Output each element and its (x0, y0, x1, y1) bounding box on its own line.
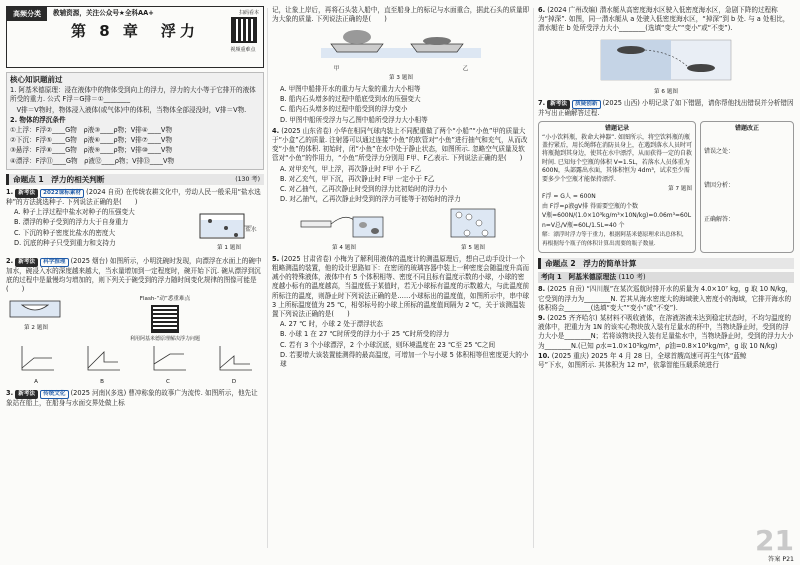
figure-caption: 第 7 题图 (668, 186, 692, 193)
figure-caption: 第 4 题图 (332, 244, 356, 251)
correction-field: 错因分析： (704, 182, 735, 190)
solution-line: F浮 = G人 = 600N (542, 193, 596, 201)
beaker-diagram (196, 210, 262, 240)
chapter-title: 第 8 章 浮力 (71, 22, 199, 40)
correction-field: 正确解答： (704, 216, 735, 224)
question-stem: (2025 河南)(多选) 曹冲称象的故事广为流传. 如图所示，他先让象站在船上，在船身与水面交界处做上标 (6, 389, 258, 408)
bowl-diagram (8, 297, 64, 319)
solution-line: n=V总/V瓶=60L/1.5L=40 个 (542, 221, 625, 229)
column-left (6, 6, 264, 409)
thermometer-diagram (443, 207, 503, 239)
column-middle (272, 6, 530, 370)
question-5: 5. (2025 甘肃省卷) 小梅为了解利用液体的温度计的测温原理后，想自己动手设计一个粗略测温的装置，他的设计思路如下：在密闭的玻璃容器中装上一种密度会随温度升高而减小的特殊液体，液体中有 5 个体积相等、密度不同且标有温度示数的小球，小球的密度越小标有的温度越高，当温度低于某值时，若无小球标有温度的示数越大，与此温度前所标注的温度，则静止时下列说法正确的是……小球标出的温度值，如图所示中，串中球 3 上所标温度值为 25 ℃，相邻标号的小球上所标的温度值间隔为 2 ℃，关于该测温装置下列说法正确的是( ) A. 27 ℃ 时，小球 2 处于漂浮状态 B. 小球 1 在 27 ℃时所受的浮力小于 25 ℃时所受的浮力 C. 若有 3 个小球漂浮，2 个小球沉底，则环境温度在 23 ℃至 25 ℃之间 D. 若要增大该装置能测得的最高温度，可增加一个与小球 5 体积相等但密度更大的小球 (272, 254, 530, 369)
graph-b: B (82, 344, 122, 387)
option: D. 对乙抽气，乙再次静止时受到的浮力可能等于初始时的浮力 (280, 195, 461, 204)
chapter-header (6, 6, 264, 68)
new-method-tag: 新考法 (15, 258, 38, 267)
option: B. 对乙充气，甲下沉，再次静止时 F甲 一定小于 F乙 (280, 174, 435, 183)
knowledge-line: ①上浮：F浮②____G物 ρ液③____ρ物；V排④____V物 (10, 126, 173, 135)
page-number (755, 524, 794, 563)
qr-caption-bottom: 视频重难点 (230, 47, 256, 53)
column-divider (533, 8, 534, 548)
elephant-boat-diagram (321, 26, 481, 60)
solution-line: 由 F浮=ρ液gV排 得需要空瓶的个数 (542, 202, 639, 210)
column-right (538, 6, 794, 371)
solution-note: 解：漂浮时浮力等于重力，根据阿基米德原理求出总体积，再根据每个瓶子的体积计算出需要的瓶子数量. (542, 232, 688, 247)
figure-1 (194, 210, 264, 253)
slogan: 教辅资源，关注公众号★全科AA+ (53, 9, 154, 17)
option: D. 甲图中船所受浮力与乙图中船所受浮力大小相等 (280, 115, 428, 124)
option: B. 小球 1 在 27 ℃时所受的浮力小于 25 ℃时所受的浮力 (280, 330, 450, 339)
knowledge-line: 1. 阿基米德原理：浸在液体中的物体受到向上的浮力，浮力的大小等于它排开的液体所受的重力. 公式 F浮＝G排＝①________ (10, 86, 256, 104)
section-heading-2: 命题点 2 浮力的简单计算 (538, 258, 794, 269)
new-method-tag: 新考法 (15, 189, 38, 198)
syringe-diagram (299, 207, 389, 239)
question-stem: (2025 重庆) 2025 年 4 月 28 日，全球首艘高速可再生气体“蓝鲸号”下水，如图所示. 其体积为 12 m³，依靠智能压载系统进行 (538, 351, 747, 369)
wrong-record-box (538, 121, 696, 253)
fig-label: 盐水 (245, 227, 257, 234)
question-stem: (2025 烟台) 如图所示，小明洗碗时发现，向漂浮在水面上的碗中加水，碗浸入水的深度越来越大，当水量增加到一定程度时，碗开始下沉. 碗从漂浮到沉底的过程中是量慢均匀增加的，则下列关于碗受到的浮力随时间变化规律的图像可能是( ) (6, 256, 262, 294)
knowledge-line: ④漂浮：F浮⑪____G物 ρ液⑫____ρ物；V排⑬____V物 (10, 156, 175, 165)
option: C. 下沉的种子密度比盐水的密度大 (14, 228, 116, 237)
question-stem: (2025 齐齐哈尔) 某材料不吸收液体，在溶液溶液未达到稳定状态时，不均匀温度的液体中，把重力为 1N 的该实心物块放入装有足量水的杯中，当物块静止时，受到的浮力大小是________N；若将该物块投入装有足量盐水中，当物块静止时，受到的浮力大小为________N.(已知 ρ水=1.0×10³kg/m³，ρ油=0.8×10³kg/m³，g 取 10 N/kg) (538, 313, 794, 350)
answer-ref: 答案 P21 (768, 556, 794, 563)
option: C. 对乙抽气，乙再次静止时受到的浮力比初始时的浮力小 (280, 185, 448, 194)
option: D. 沉底的种子只受到重力和支持力 (14, 238, 116, 247)
option: B. 漂浮的种子受到的浮力大于自身重力 (14, 218, 129, 227)
question-3: 3. 新考法 传统文化 (2025 河南)(多选) 曹冲称象的故事广为流传. 如图所示，他先让象站在船上，在船身与水面交界处做上标 (6, 389, 258, 408)
wrong-text: “小小饮料瓶，救命大神器”. 如图所示，将空饮料瓶的瓶盖拧紧后，用长绳绑在消防员身上，在遇到落水人员时可将瓶抛到其身边，使其在水中漂浮，从而获得一定的自救时间. 已知每个空瓶的体积 V=1.5L，若落水人员体重为 600N，头部露出水面，其体积恒为 4dm³，试求至少需要多少个空瓶才能保持漂浮. (542, 133, 693, 183)
question-6: 6. (2024 广州改编) 潜水艇从高密度海水区驶入低密度海水区，急剧下降的过程称为“掉深”. 如图，同一潜水艇从 a 处驶入低密度海水区，“掉深”到 b 处. 与 a 处相比，潜水艇在 b 处所受浮力大小________(选填“变大”“变小”或“不变”). 第 6 题图 (538, 6, 794, 97)
knowledge-line: 2. 物体的浮沉条件 (10, 115, 66, 124)
graph-a: A (16, 344, 56, 387)
question-10: 10. (2025 重庆) 2025 年 4 月 28 日，全球首艘高速可再生气体“蓝鲸号”下水，如图所示. 其体积为 12 m³，依靠智能压载系统进行 (538, 351, 747, 369)
option: B. 船内石头增多的过程中船底受到水的压强变大 (280, 95, 421, 104)
figure-caption: 第 1 题图 (217, 244, 241, 251)
page-number-big: 21 (755, 524, 794, 557)
question-stem: (2024 广州改编) 潜水艇从高密度海水区驶入低密度海水区，急剧下降的过程称为“掉深”. 如图，同一潜水艇从 a 处驶入低密度海水区，“掉深”到 b 处. 与 a 处相比，潜水艇在 b 处所受浮力大小________(选填“变大”“变小”或“不变”). (538, 6, 790, 33)
correction-box (700, 121, 794, 253)
knowledge-line: ③悬浮：F浮⑧____G物 ρ液⑨____ρ物；V排⑩____V物 (10, 146, 173, 155)
question-stem: (2025 自贡) “四川舰”在某次巡航时排开水的质量为 4.0×10⁷ kg，g 取 10 N/kg，它受到的浮力为________N. 若其从海水密度大的海域驶入密度小的海域，它排开海水的体积将会________(选填“变大”“变小”或“不变”). (538, 285, 792, 312)
new-method-tag: 新考法 (547, 100, 570, 109)
topic-tag: 科学推理 (40, 258, 68, 267)
question-3-cont (272, 6, 530, 125)
flash-label: Flash-“动”悉重难点 (139, 296, 191, 303)
question-1: 1. 新考法 2022课标素材 (2024 自贡) 在传统农耕文化中，劳动人民一般采用“盐水选种”的方法挑选种子. 下列说法正确的是( ) A. 种子上浮过程中盐水对种子的压强变大 B. 漂浮的种子受到的浮力大于自身重力 C. 下沉的种子密度比盐水的密度大 D. 沉底的种子只受到重力和支持力 盐水 第 1 题图 (6, 188, 264, 255)
knowledge-title: 核心知识题前过 (10, 75, 63, 84)
qr-text: 利用阿基米德原理解决浮力问题 (129, 335, 200, 342)
figure-5 (443, 207, 503, 252)
question-9: 9. (2025 齐齐哈尔) 某材料不吸收液体，在溶液溶液未达到稳定状态时，不均匀温度的液体中，把重力为 1N 的该实心物块放入装有足量水的杯中，当物块静止时，受到的浮力大小是________N；若将该物块投入装有足量盐水中，当物块静止时，受到的浮力大小为________N.(已知 ρ水=1.0×10³kg/m³，ρ油=0.8×10³kg/m³，g 取 10 N/kg) (538, 313, 794, 350)
section-heading-1: 命题点 1 浮力的相关判断 (130 考) (6, 174, 264, 185)
figure-6 (538, 36, 794, 97)
option: A. 27 ℃ 时，小球 2 处于漂浮状态 (280, 320, 383, 329)
question-stem: 记，让象上岸后，再将石头装入船中，直至船身上的标记与水面重合，据此石头的质量即为大象的质量. 下列说法正确的是( ) (272, 6, 530, 24)
option: A. 甲图中船排开水的重力与大象的重力大小相等 (280, 85, 421, 94)
graph-options (6, 342, 264, 389)
wrong-record-title: 错题记录 (604, 125, 629, 133)
category-badge: 高频分类 (7, 7, 47, 21)
option: C. 船内石头增多的过程中船受到的浮力变小 (280, 105, 408, 114)
figure-3: 甲 乙 第 3 题图 (272, 26, 530, 83)
figure-caption: 第 5 题图 (461, 244, 485, 251)
topic-tag: 质疑创新 (572, 100, 600, 109)
question-stem: (2024 自贡) 在传统农耕文化中，劳动人民一般采用“盐水选种”的方法挑选种子. 下列说法正确的是( ) (6, 188, 261, 207)
question-7: 7. 新考法 质疑创新 (2025 山西) 小明记录了如下错题，请你帮他找出错误并分析错因并写出正确解答过程. 错题记录 “小小饮料瓶，救命大神器”. 如图所示，将空饮料瓶的瓶盖拧紧后，用长绳绑在消防员身上，在遇到落水人员时可将瓶抛到其身边，使其在水中漂浮，从而获得一定的自救时间. 已知每个空瓶的体积 V=1.5L，若落水人员体重为 600N，头部露出水面，其体积恒为 4dm³，试求至少需要多少个空瓶才能保持漂浮. 第 7 题图 F浮 = G人 = 600N 由 F浮=ρ液gV排 得需要空瓶的个数 V瓶=600N/(1.0×10³kg/m³×10N/kg)=0.06m³=60L n=V总/V瓶=60L/1.5L=40 个 解：漂浮时浮力等于重力，根据阿基米德原理求出总体积，再根据每个瓶子的体积计算出需要的瓶子数量. 错题改正 错误之处： 错因分析： 正确解答： (538, 99, 794, 255)
figure-caption: 第 3 题图 (389, 74, 413, 81)
qr-caption-top: 扫码看本 (238, 10, 259, 16)
topic-tag: 传统文化 (40, 390, 68, 399)
qr-code-icon[interactable] (151, 305, 179, 333)
knowledge-line: ②下沉：F浮⑤____G物 ρ液⑥____ρ物；V排⑦____V物 (10, 136, 173, 145)
question-stem: (2025 山西) 小明记录了如下错题，请你帮他找出错误并分析错因并写出正确解答过程. (538, 99, 794, 118)
question-2: 2. 新考法 科学推理 (2025 烟台) 如图所示，小明洗碗时发现，向漂浮在水面上的碗中加水，碗浸入水的深度越来越大，当水量增加到一定程度时，碗开始下沉. 碗从漂浮到沉底的过程中是量慢均匀增加的，则下列关于碗受到的浮力随时间变化规律的图像可能是( ) 第 2 题图 Flash-“动”悉重难点 利用阿基米德原理解决浮力问题 A B C D (6, 257, 264, 389)
column-divider (267, 8, 268, 548)
qr-code-icon[interactable] (231, 17, 257, 43)
option: D. 若要增大该装置能测得的最高温度，可增加一个与小球 5 体积相等但密度更大的小球 (280, 350, 529, 369)
question-stem: (2025 甘肃省卷) 小梅为了解利用液体的温度计的测温原理后，想自己动手设计一个粗略测温的装置，他的设计思路如下：在密闭的玻璃容器中装上一种密度会随温度升高而减小的特殊液体，液体中有 5 个体积相等、密度不同且标有温度示数的小球，小球的密度越小标有的温度越高，当温度低于某值时，若无小球标有温度的示数越大，与此温度前所标注的温度，则静止时下列说法正确的是……小球标出的温度值，如图所示中，串中球 3 上所标温度值为 25 ℃，相邻标号的小球上所标的温度值间隔为 2 ℃，关于该测温装置下列说法正确的是( ) (272, 254, 530, 319)
graph-d: D (214, 344, 254, 387)
figure-caption: 第 6 题图 (654, 88, 678, 95)
correction-title: 错题改正 (734, 125, 759, 133)
knowledge-box (6, 72, 264, 170)
sub-heading: 考向 1 阿基米德原理法 (110 考) (538, 272, 794, 283)
knowledge-line: V排＝V物时，物体浸入液体(或气体)中的体积，当物体全部浸没时，V排＝V物. (10, 105, 247, 114)
topic-tag: 2022课标素材 (40, 189, 84, 198)
question-4: 4. (2025 山东省卷) 小华在相同气球内装上不同配重做了两个“小船”“小鱼”甲的质量大于“小盒”乙的质量. 注射器可以通过连接“小鱼”的软管对“小鱼”进行抽气和充气，从而改变“小鱼”的体积. 初始时，闭“小鱼”在水中处于静止状态，如图所示. 忽略空气质量及软管对“小鱼”的作用力，“小鱼”所受浮力分别用 F甲、F乙表示. 下列说法正确的是( ) A. 对甲充气，甲上浮，再次静止时 F甲 小于 F乙 B. 对乙充气，甲下沉，再次静止时 F甲 一定小于 F乙 C. 对乙抽气，乙再次静止时受到的浮力比初始时的浮力小 D. 对乙抽气，乙再次静止时受到的浮力可能等于初始时的浮力 第 4 题图 第 5 题图 (272, 127, 530, 255)
question-8: 8. (2025 自贡) “四川舰”在某次巡航时排开水的质量为 4.0×10⁷ kg，g 取 10 N/kg，它受到的浮力为________N. 若其从海水密度大的海域驶入密度小的海域，它排开海水的体积将会________(选填“变大”“变小”或“不变”). (538, 285, 792, 312)
correction-field: 错误之处： (704, 147, 735, 155)
figure-2 (6, 297, 66, 332)
option: A. 对甲充气，甲上浮，再次静止时 F甲 小于 F乙 (280, 164, 422, 173)
graph-c: C (148, 344, 188, 387)
figure-4 (299, 207, 389, 252)
solution-line: V瓶=600N/(1.0×10³kg/m³×10N/kg)=0.06m³=60L (542, 212, 692, 220)
submarine-diagram (591, 36, 741, 84)
new-method-tag: 新考法 (15, 390, 38, 399)
option: C. 若有 3 个小球漂浮，2 个小球沉底，则环境温度在 23 ℃至 25 ℃之间 (280, 340, 496, 349)
question-stem: (2025 山东省卷) 小华在相同气球内装上不同配重做了两个“小船”“小鱼”甲的质量大于“小盒”乙的质量. 注射器可以通过连接“小鱼”的软管对“小鱼”进行抽气和充气，从而改变“小鱼”的体积. 初始时，闭“小鱼”在水中处于静止状态，如图所示. 忽略空气质量及软管对“小鱼”的作用力，“小鱼”所受浮力分别用 F甲、F乙表示. 下列说法正确的是( ) (272, 126, 528, 163)
figure-caption: 第 2 题图 (24, 324, 48, 331)
option: A. 种子上浮过程中盐水对种子的压强变大 (14, 208, 135, 217)
